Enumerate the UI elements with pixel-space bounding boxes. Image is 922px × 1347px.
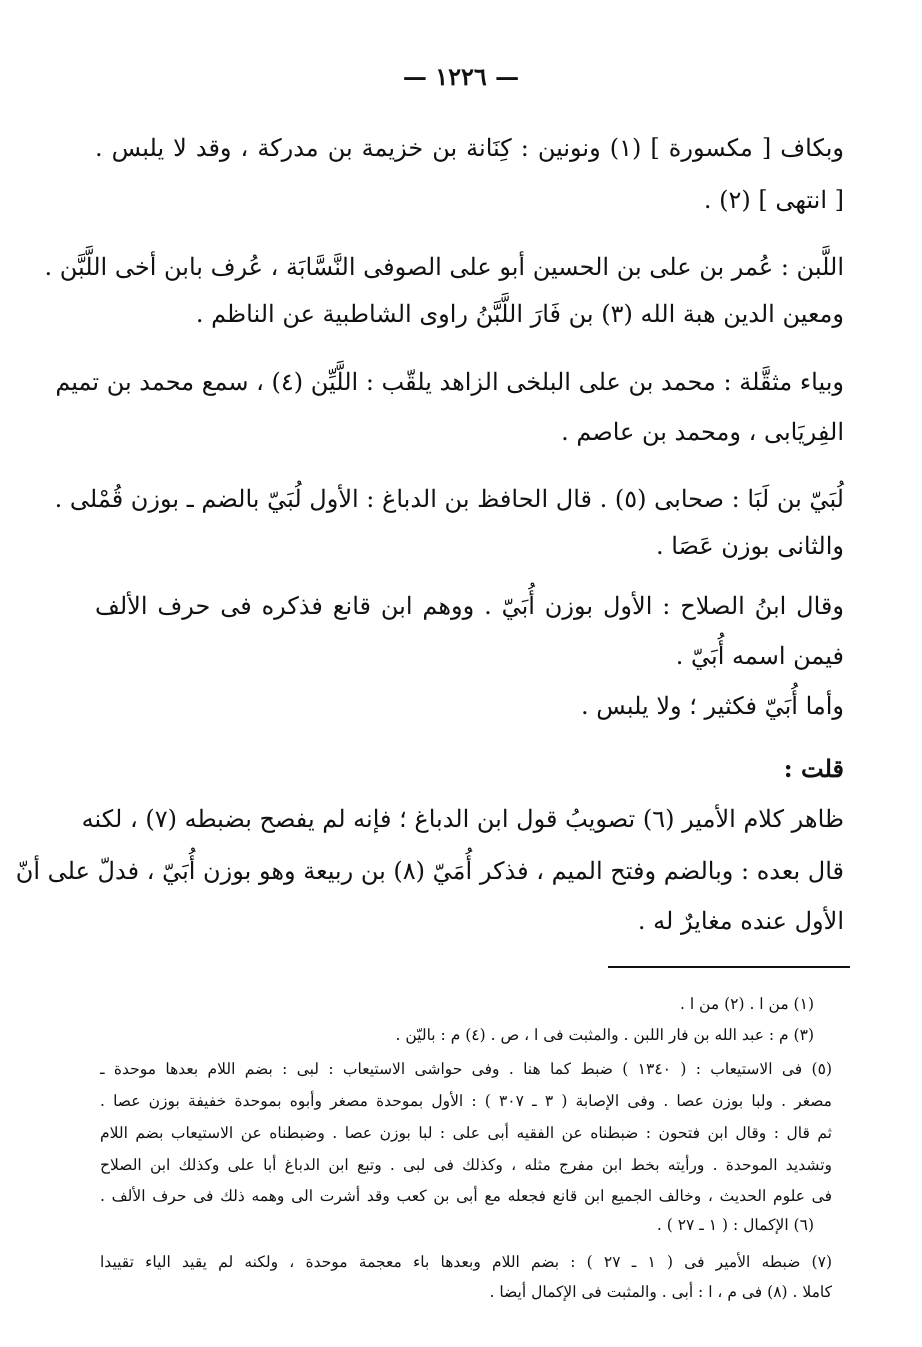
footnote-line-3: (٥) فى الاستيعاب : ( ١٣٤٠ ) ضبط كما هنا . وفى حواشى الاستيعاب : لبى : بضم اللام بعدها موحدة ـ (100, 1060, 832, 1078)
footnote-line-4: مصغر . ولبا بوزن عصا . وفى الإصابة ( ٣ ـ ٣٠٧ ) : الأول بموحدة مصغر وأبوه بموحدة خفيفة بوزن عصا . (100, 1092, 832, 1110)
footnote-line-6: وتشديد الموحدة . ورأيته بخط ابن مفرج مثله ، وكذلك فى لبى . وتبع ابن الدباغ أبا على وكذلك ابن الصلاح (100, 1156, 832, 1174)
footnote-line-7: فى علوم الحديث ، وخالف الجميع ابن قانع فجعله مع أبى بن كعب وقد أشرت الى وهمه ذلك فى حرف الألف . (100, 1187, 832, 1205)
body-line-15: الأول عنده مغايرٌ له . (637, 907, 844, 935)
body-line-5: وبياء مثقَّلة : محمد بن على البلخى الزاهد يلقّب : اللَّيِّن (٤) ، سمع محمد بن تميم (55, 368, 844, 396)
body-line-4: ومعين الدين هبة الله (٣) بن فَارَ اللَّبَّنُ راوى الشاطبية عن الناظم . (195, 300, 844, 328)
footnote-line-5: ثم قال : وقال ابن فتحون : ضبطناه عن الفقيه أبى على : لبا بوزن عصا . وضبطناه عن الاستيعاب بضم اللام (100, 1124, 832, 1142)
body-line-8: والثانى بوزن عَصَا . (655, 532, 844, 560)
footnote-line-1: (١) من ا . (٢) من ا . (679, 995, 814, 1013)
body-line-7: لُبَيّ بن لَبَا : صحابى (٥) . قال الحافظ بن الدباغ : الأول لُبَيّ بالضم ـ بوزن قُمْلى . (54, 485, 844, 513)
footnote-separator (608, 966, 850, 968)
page-number: — ١٢٢٦ — (402, 62, 520, 91)
body-line-14: قال بعده : وبالضم وفتح الميم ، فذكر أُمَيّ (٨) بن ربيعة وهو بوزن أُبَيّ ، فدلّ على أنّ (15, 857, 844, 885)
body-line-11: وأما أُبَيّ فكثير ؛ ولا يلبس . (580, 692, 844, 720)
body-line-3: اللَّبن : عُمر بن على بن الحسين أبو على الصوفى النَّسَّابَة ، عُرف بابن أخى اللَّبَّن . (44, 253, 844, 281)
body-line-10: فيمن اسمه أُبَيّ . (675, 642, 844, 670)
body-line-2: [ انتهى ] (٢) . (703, 186, 844, 214)
footnote-line-8: (٦) الإكمال : ( ١ ـ ٢٧ ) . (656, 1216, 814, 1234)
footnote-line-10: كاملا . (٨) فى م ، ا : أبى . والمثبت فى الإكمال أيضا . (489, 1283, 832, 1301)
body-line-9: وقال ابنُ الصلاح : الأول بوزن أُبَيّ . ووهم ابن قانع فذكره فى حرف الألف (95, 592, 844, 620)
body-line-13: ظاهر كلام الأمير (٦) تصويبُ قول ابن الدباغ ؛ فإنه لم يفصح بضبطه (٧) ، لكنه (81, 805, 844, 833)
body-line-12: قلت : (783, 754, 844, 783)
footnote-line-9: (٧) ضبطه الأمير فى ( ١ ـ ٢٧ ) : بضم اللام وبعدها باء معجمة موحدة ، ولكنه لم يقيد الياء تقييدا (100, 1253, 832, 1271)
body-line-6: الفِريَابى ، ومحمد بن عاصم . (561, 418, 844, 446)
body-line-1: وبكاف [ مكسورة ] (١) ونونين : كِنَانة بن خزيمة بن مدركة ، وقد لا يلبس . (95, 134, 844, 162)
footnote-line-2: (٣) م : عبد الله بن فار اللبن . والمثبت فى ا ، ص . (٤) م : باليّن . (395, 1026, 814, 1044)
